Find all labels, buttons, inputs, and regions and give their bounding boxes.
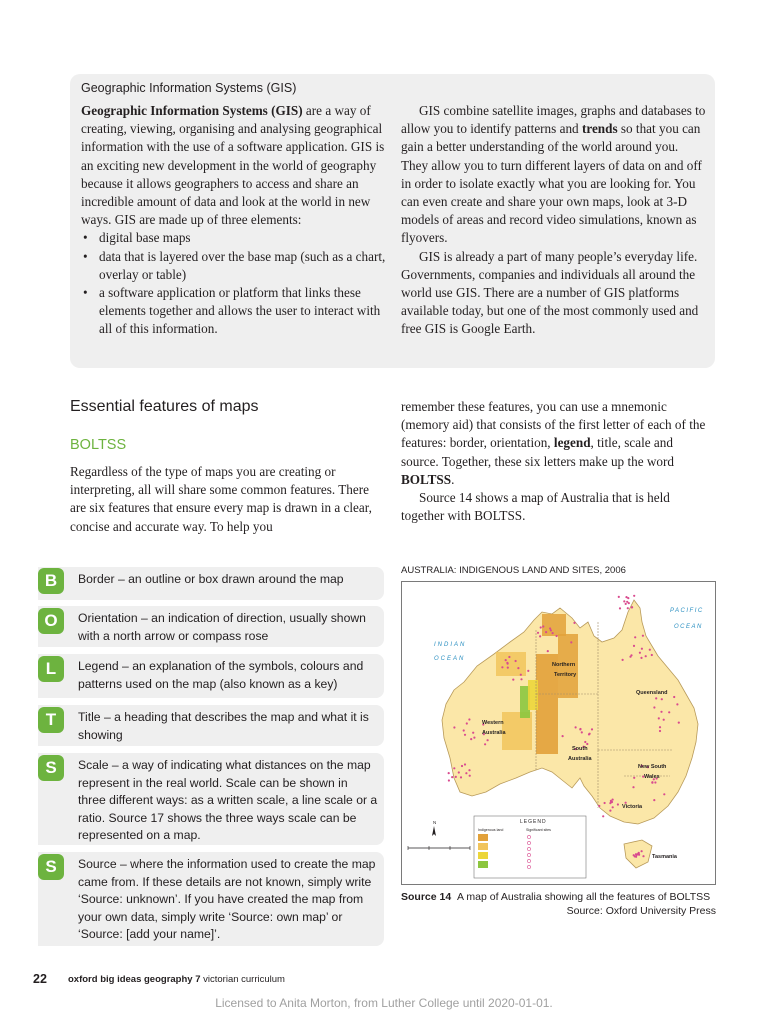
site-marker xyxy=(506,662,508,664)
feature-title xyxy=(38,705,384,746)
feature-description: Border – an outline or box drawn around the map xyxy=(78,572,344,586)
site-marker xyxy=(655,697,657,699)
glossary-term: legend xyxy=(553,435,591,451)
figure-caption xyxy=(401,891,716,918)
state-label: Western xyxy=(482,720,504,726)
feature-letter-badge: O xyxy=(38,608,64,634)
site-marker xyxy=(653,799,655,801)
site-marker xyxy=(641,648,643,650)
essential-paragraph-1: Regardless of the type of maps you are creating or interpreting, all will share some common features. There are six features that ensure every map is drawn in a clear, concise and accurate way. To help you xyxy=(70,464,372,534)
site-marker xyxy=(640,657,642,659)
site-marker xyxy=(668,711,670,713)
map-legend-box xyxy=(474,816,586,878)
site-marker xyxy=(507,667,509,669)
caption-source: Source: Oxford University Press xyxy=(566,904,716,917)
site-marker xyxy=(463,729,465,731)
site-marker xyxy=(653,706,655,708)
site-marker xyxy=(633,854,635,856)
site-marker xyxy=(517,667,519,669)
site-marker xyxy=(663,793,665,795)
ocean-label: OCEAN xyxy=(434,656,466,662)
australia-mainland xyxy=(442,600,698,824)
legend-heading: LEGEND xyxy=(520,819,547,825)
state-label: Australia xyxy=(482,730,506,736)
leasehold-land-area xyxy=(496,652,526,676)
essential-paragraph-1-cont: remember these features, you can use a mnemonic (memory aid) that consists of the first letter of each of the features: border, orientation, legend, title, scale and source. Together, these six letters make up the word BOLTSS. xyxy=(401,399,706,487)
ocean-label: PACIFIC xyxy=(670,608,704,614)
feature-border xyxy=(38,567,384,600)
site-marker xyxy=(570,641,572,643)
feature-legend xyxy=(38,654,384,698)
feature-description: Title – a heading that describes the map and what it is showing xyxy=(78,710,369,742)
site-marker xyxy=(545,631,547,633)
site-marker xyxy=(552,632,554,634)
site-marker xyxy=(637,853,639,855)
book-title: oxford big ideas geography 7 victorian curriculum xyxy=(68,974,285,985)
caption-label: Source 14 xyxy=(401,891,452,903)
site-marker xyxy=(556,635,558,637)
site-marker xyxy=(627,597,629,599)
north-arrow-icon xyxy=(432,826,436,836)
legend-subheading: Significant sites xyxy=(526,828,551,832)
site-marker xyxy=(527,670,529,672)
state-label: Northern xyxy=(552,662,576,668)
site-marker xyxy=(520,678,522,680)
site-marker xyxy=(515,660,517,662)
site-marker xyxy=(654,781,656,783)
site-marker xyxy=(659,730,661,732)
state-label: New South xyxy=(638,764,667,770)
site-marker xyxy=(562,735,564,737)
site-marker xyxy=(508,656,510,658)
page-number: 22 xyxy=(33,972,47,986)
reserve-area xyxy=(528,680,538,710)
freehold-land-area xyxy=(536,654,558,754)
legend-swatch xyxy=(478,861,488,868)
feature-letter-badge: T xyxy=(38,707,64,733)
site-marker xyxy=(451,776,453,778)
legend-swatch xyxy=(478,852,488,859)
site-marker xyxy=(469,775,471,777)
site-marker xyxy=(537,632,539,634)
feature-description: Scale – a way of indicating what distances on the map represent in the real world. Scale can be shown in three different ways: as a written scale, a line scale or a ratio. Source 17 shows the three ways scale can be represented on a map. xyxy=(78,758,378,843)
feature-scale xyxy=(38,753,384,845)
site-marker xyxy=(573,622,575,624)
site-marker xyxy=(453,726,455,728)
list-item: • digital base maps xyxy=(81,229,386,247)
site-marker xyxy=(642,635,644,637)
section-heading: Essential features of maps xyxy=(70,398,259,415)
site-marker xyxy=(609,802,611,804)
site-marker xyxy=(618,596,620,598)
list-item: • a software application or platform that links these elements together and allows the user to interact with all of this information. xyxy=(81,284,386,339)
essential-paragraph-2: Source 14 shows a map of Australia that is held together with BOLTSS. xyxy=(401,490,670,524)
site-marker xyxy=(651,654,653,656)
site-marker xyxy=(598,805,600,807)
site-marker xyxy=(676,703,678,705)
site-marker xyxy=(540,626,542,628)
site-marker xyxy=(633,645,635,647)
site-marker xyxy=(465,772,467,774)
site-marker xyxy=(586,743,588,745)
site-marker xyxy=(622,659,624,661)
gis-right-column xyxy=(401,102,706,339)
site-marker xyxy=(539,635,541,637)
site-marker xyxy=(630,654,632,656)
feature-description: Source – where the information used to create the map came from. If these details are not known, simply write ‘Source: unknown’. If you have created the map from your own data, simply write ‘Source: own map’ or ‘Source: [add your name]’. xyxy=(78,857,376,942)
state-label: Tasmania xyxy=(652,854,677,860)
site-marker xyxy=(673,696,675,698)
site-marker xyxy=(633,777,635,779)
caption-text: A map of Australia showing all the features of BOLTSS xyxy=(457,891,711,903)
site-marker xyxy=(448,779,450,781)
site-marker xyxy=(547,650,549,652)
site-marker xyxy=(627,607,629,609)
license-watermark: Licensed to Anita Morton, from Luther College until 2020-01-01. xyxy=(215,996,553,1010)
australia-map-svg xyxy=(402,582,716,885)
gis-term: Geographic Information Systems (GIS) xyxy=(81,103,303,118)
site-marker xyxy=(505,659,507,661)
gis-elements-list xyxy=(81,229,386,338)
site-marker xyxy=(458,771,460,773)
site-marker xyxy=(617,803,619,805)
state-label: Queensland xyxy=(636,690,668,696)
feature-source xyxy=(38,852,384,946)
site-marker xyxy=(549,627,551,629)
site-marker xyxy=(619,607,621,609)
gis-box-heading: Geographic Information Systems (GIS) xyxy=(81,81,297,95)
site-marker xyxy=(581,731,583,733)
essential-right-column xyxy=(401,398,706,525)
site-marker xyxy=(602,815,604,817)
site-marker xyxy=(660,711,662,713)
site-marker xyxy=(575,726,577,728)
feature-orientation xyxy=(38,606,384,647)
gis-left-column xyxy=(81,102,386,339)
site-marker xyxy=(651,781,653,783)
site-marker xyxy=(501,666,503,668)
site-marker xyxy=(470,738,472,740)
feature-letter-badge: S xyxy=(38,854,64,880)
site-marker xyxy=(512,679,514,681)
feature-letter-badge: L xyxy=(38,656,64,682)
site-marker xyxy=(623,600,625,602)
ocean-label: INDIAN xyxy=(434,642,467,648)
gis-paragraph-3: GIS is already a part of many people’s everyday life. Governments, companies and individuals all around the world use GIS. There are a number of GIS platforms available today, but one of the most commonly used and free GIS is Google Earth. xyxy=(401,248,699,337)
site-marker xyxy=(542,625,544,627)
site-marker xyxy=(604,802,606,804)
site-marker xyxy=(625,603,627,605)
gis-paragraph-2: GIS combine satellite images, graphs and databases to allow you to identify patterns and trends so that you can gain a better understanding of the world around you. They allow you to turn different layers of data on and off in order to isolate exactly what you are looking for. You can even create and share your own maps, look at 3-D models of areas and record video simulations, known as flyovers. xyxy=(401,103,706,246)
legend-subheading: Indigenous land xyxy=(478,828,504,832)
site-marker xyxy=(631,606,633,608)
essential-left-column xyxy=(70,463,386,536)
site-marker xyxy=(632,786,634,788)
map-of-australia xyxy=(401,581,716,885)
state-label: South xyxy=(572,746,588,752)
map-title: AUSTRALIA: INDIGENOUS LAND AND SITES, 2006 xyxy=(401,565,626,576)
glossary-term: trends xyxy=(581,121,618,137)
section-subheading: BOLTSS xyxy=(70,437,127,453)
feature-letter-badge: B xyxy=(38,568,64,594)
site-marker xyxy=(464,734,466,736)
site-marker xyxy=(468,718,470,720)
site-marker xyxy=(453,767,455,769)
site-marker xyxy=(464,763,466,765)
boltss-term: BOLTSS xyxy=(401,471,452,487)
site-marker xyxy=(591,728,593,730)
site-marker xyxy=(642,855,644,857)
site-marker xyxy=(634,636,636,638)
feature-description: Orientation – an indication of direction, usually shown with a north arrow or compass rose xyxy=(78,611,366,643)
site-marker xyxy=(661,698,663,700)
site-marker xyxy=(550,629,552,631)
north-arrow-label: N xyxy=(433,820,437,825)
legend-swatch xyxy=(478,834,488,841)
site-marker xyxy=(455,776,457,778)
site-marker xyxy=(610,800,612,802)
site-marker xyxy=(612,806,614,808)
site-marker xyxy=(663,719,665,721)
site-marker xyxy=(473,737,475,739)
site-marker xyxy=(472,732,474,734)
site-marker xyxy=(628,602,630,604)
site-marker xyxy=(484,743,486,745)
site-marker xyxy=(520,674,522,676)
site-marker xyxy=(589,733,591,735)
site-marker xyxy=(609,810,611,812)
site-marker xyxy=(639,652,641,654)
site-marker xyxy=(579,728,581,730)
state-label: Victoria xyxy=(622,804,643,810)
site-marker xyxy=(659,726,661,728)
state-label: Territory xyxy=(554,672,577,678)
site-marker xyxy=(649,649,651,651)
state-label: Wales xyxy=(644,774,660,780)
state-label: Australia xyxy=(568,756,592,762)
site-marker xyxy=(641,850,643,852)
site-marker xyxy=(487,739,489,741)
site-marker xyxy=(466,722,468,724)
site-marker xyxy=(448,772,450,774)
ocean-label: OCEAN xyxy=(674,624,703,630)
site-marker xyxy=(460,776,462,778)
list-item: • data that is layered over the base map (such as a chart, overlay or table) xyxy=(81,248,386,284)
feature-description: Legend – an explanation of the symbols, colours and patterns used on the map (also known as a key) xyxy=(78,659,364,691)
site-marker xyxy=(658,717,660,719)
site-marker xyxy=(461,765,463,767)
site-marker xyxy=(678,722,680,724)
site-marker xyxy=(584,741,586,743)
site-marker xyxy=(645,655,647,657)
site-marker xyxy=(468,769,470,771)
site-marker xyxy=(633,595,635,597)
feature-letter-badge: S xyxy=(38,755,64,781)
gis-intro-paragraph: Geographic Information Systems (GIS) are a way of creating, viewing, organising and analysing geographical information with the use of a software application. GIS is an exciting new development in the world of geography because it allows geographers to access and share an incredible amount of data and look at the world in new ways. GIS are made up of three elements: xyxy=(81,103,385,228)
legend-swatch xyxy=(478,843,488,850)
